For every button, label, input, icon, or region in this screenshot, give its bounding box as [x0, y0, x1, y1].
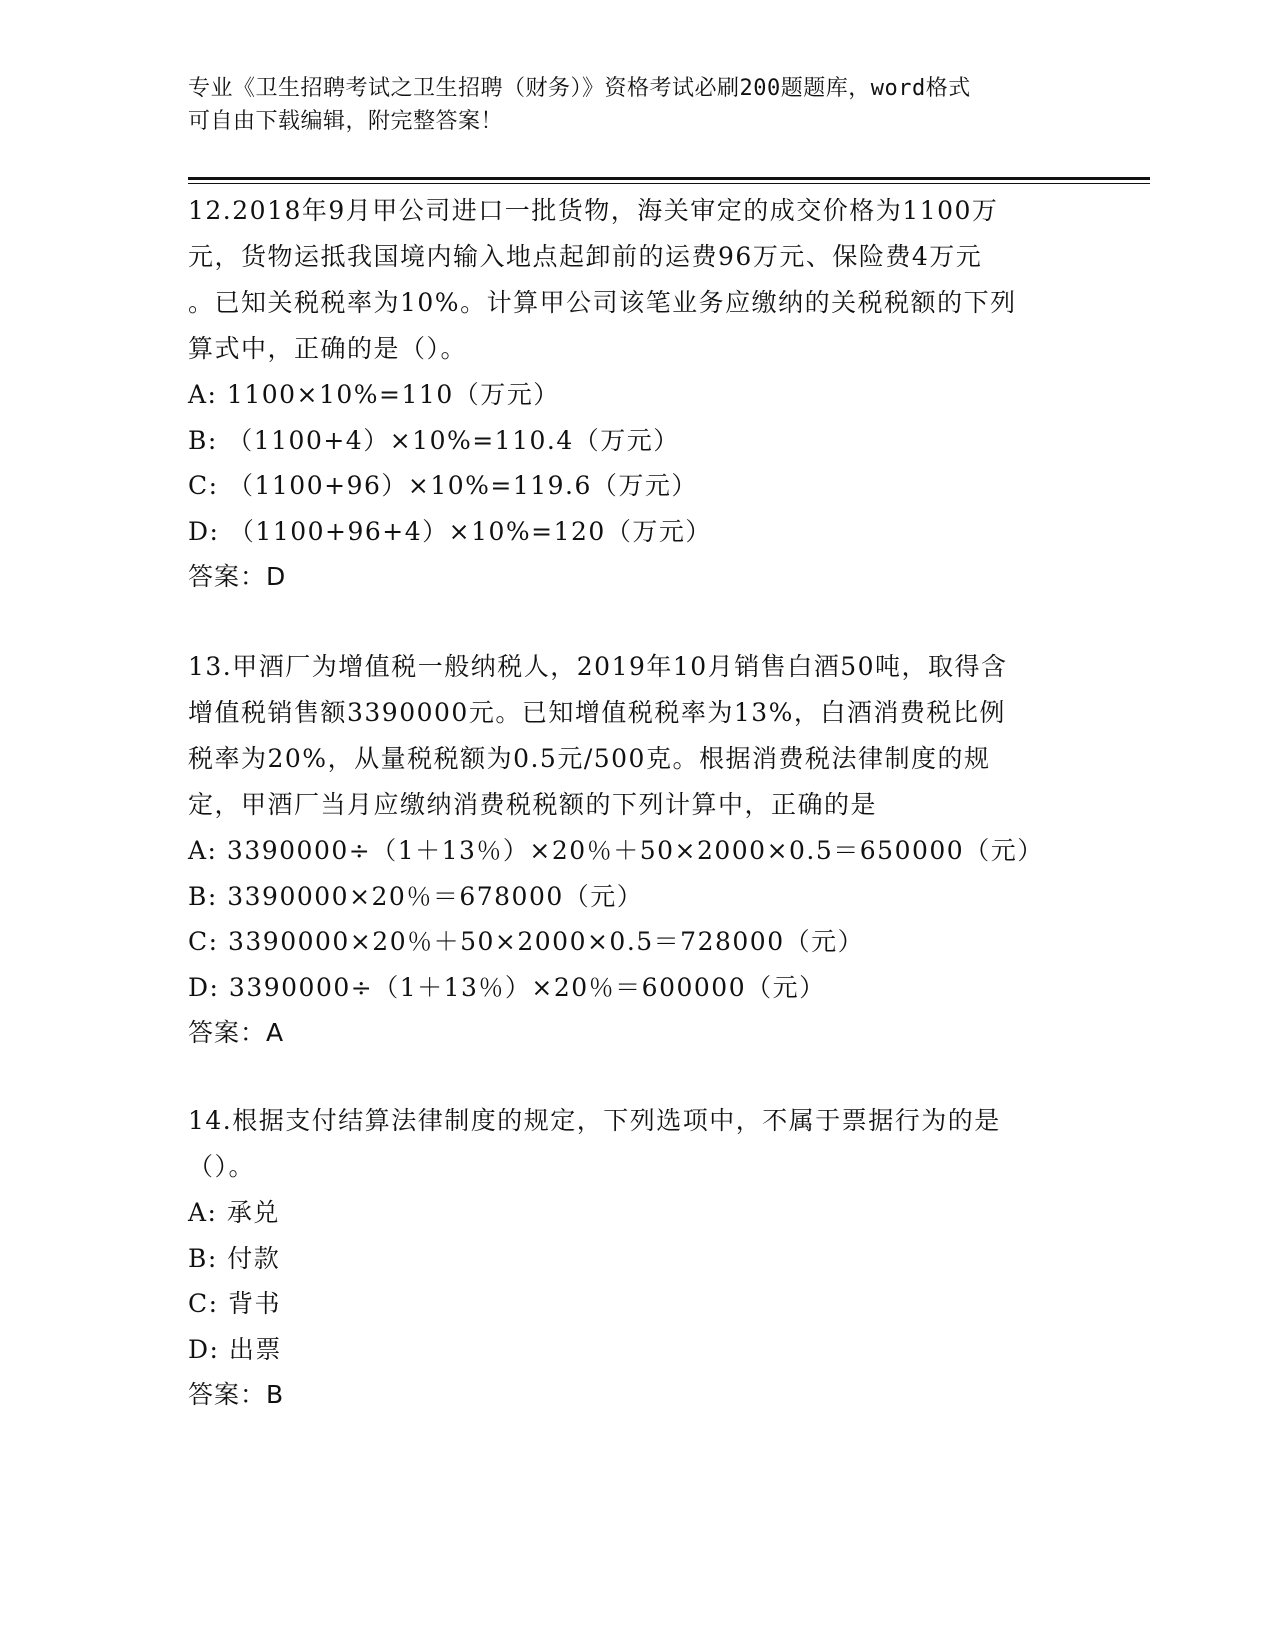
question-stem-line: 元，货物运抵我国境内输入地点起卸前的运费96万元、保险费4万元: [188, 242, 983, 271]
option-a: A: 3390000÷（1＋13％）×20％＋50×2000×0.5＝650000（元）: [188, 836, 1044, 865]
option-d: D: 3390000÷（1＋13％）×20％＝600000（元）: [188, 972, 826, 1002]
option-b: B: 付款: [188, 1243, 281, 1273]
option-d: D: 出票: [188, 1334, 282, 1364]
option-d: D: （1100+96+4）×10%=120（万元）: [188, 516, 712, 546]
header-line-1: 专业《卫生招聘考试之卫生招聘（财务）》资格考试必刷200题题库，word格式: [188, 76, 971, 101]
option-b: B: （1100+4）×10%=110.4（万元）: [188, 425, 680, 455]
question-14: [188, 1098, 1088, 1418]
document-header: [188, 72, 1088, 138]
question-stem-line: 13.甲酒厂为增值税一般纳税人，2019年10月销售白酒50吨，取得含: [188, 652, 1008, 681]
header-divider-thin: [188, 183, 1150, 184]
answer-line: 答案：A: [188, 1018, 285, 1047]
question-stem-line: 增值税销售额3390000元。已知增值税税率为13%，白酒消费税比例: [188, 698, 1006, 727]
option-a: A: 承兑: [188, 1198, 280, 1227]
question-12: [188, 188, 1088, 600]
question-stem-line: 税率为20%，从量税税额为0.5元/500克。根据消费税法律制度的规: [188, 744, 991, 773]
question-stem-line: （）。: [188, 1152, 256, 1181]
header-divider-thick: [188, 177, 1150, 180]
question-stem-line: 12.2018年9月甲公司进口一批货物，海关审定的成交价格为1100万: [188, 196, 999, 225]
answer-line: 答案：D: [188, 562, 287, 591]
answer-line: 答案：B: [188, 1380, 285, 1409]
question-13: [188, 644, 1088, 1056]
question-stem-line: 14.根据支付结算法律制度的规定，下列选项中，不属于票据行为的是: [188, 1106, 1001, 1135]
option-c: C: （1100+96）×10%=119.6（万元）: [188, 471, 698, 500]
header-line-2: 可自由下载编辑，附完整答案！: [188, 109, 504, 134]
question-stem-line: 。已知关税税率为10%。计算甲公司该笔业务应缴纳的关税税额的下列: [188, 288, 1017, 317]
question-stem-line: 算式中，正确的是（）。: [188, 334, 468, 363]
option-c: C: 3390000×20％＋50×2000×0.5＝728000（元）: [188, 927, 865, 956]
option-a: A: 1100×10%=110（万元）: [188, 380, 560, 409]
option-b: B: 3390000×20％＝678000（元）: [188, 881, 644, 911]
question-stem-line: 定，甲酒厂当月应缴纳消费税税额的下列计算中，正确的是: [188, 790, 878, 819]
option-c: C: 背书: [188, 1289, 281, 1318]
